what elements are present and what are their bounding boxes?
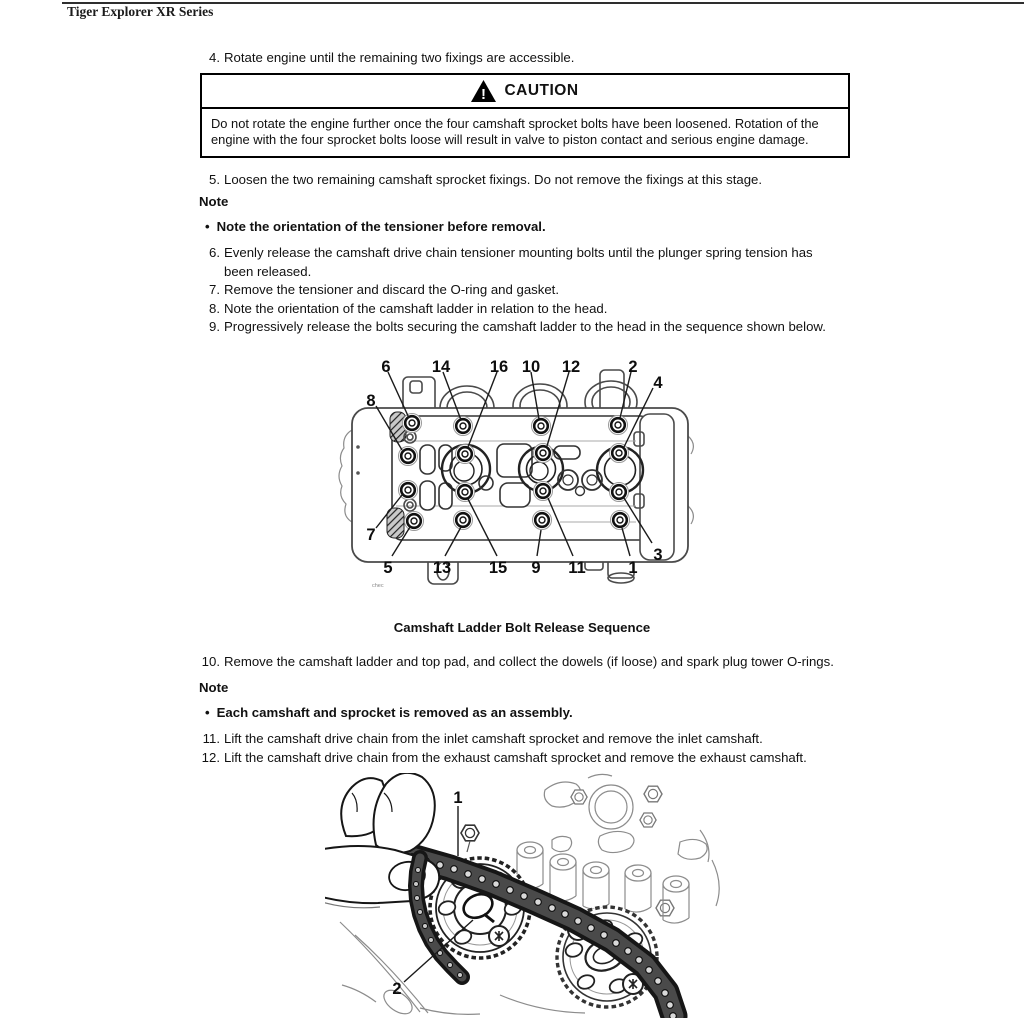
figure1-callout-1: 1 <box>628 559 638 577</box>
step-number: 6. <box>209 245 220 260</box>
bullet-marker: • <box>205 219 210 234</box>
step-10 <box>196 653 848 672</box>
camshaft-ladder-drawing <box>335 348 715 596</box>
page-title: Tiger Explorer XR Series <box>67 4 214 19</box>
note-heading: Note <box>199 680 229 695</box>
step-text: Progressively release the bolts securing the camshaft ladder to the head in the sequence shown below. <box>224 319 826 335</box>
note-bullet-item <box>205 705 573 720</box>
figure1-callout-13: 13 <box>432 559 452 577</box>
figure-cam-chain-removal <box>325 773 735 1018</box>
step-text: Rotate engine until the remaining two fixings are accessible. <box>224 50 575 65</box>
figure1-callout-6: 6 <box>381 358 391 376</box>
figure1-callout-8: 8 <box>366 392 376 410</box>
caution-box <box>200 73 850 158</box>
steps-11-12 <box>196 730 848 767</box>
bullet-marker: • <box>205 705 210 720</box>
right-end-cap <box>640 414 674 560</box>
step-text: Lift the camshaft drive chain from the exhaust camshaft sprocket and remove the exhaust camshaft. <box>224 749 807 765</box>
steps-6-9 <box>196 244 848 337</box>
step-number: 8. <box>209 300 220 316</box>
figure1-callout-10: 10 <box>521 358 541 376</box>
step-text: Remove the camshaft ladder and top pad, and collect the dowels (if loose) and spark plug tower O-rings. <box>224 654 834 669</box>
figure1-callout-15: 15 <box>488 559 508 577</box>
figure1-callout-14: 14 <box>431 358 451 376</box>
drawing-code: chec <box>372 583 384 589</box>
figure1-callout-5: 5 <box>383 559 393 577</box>
figure1-callout-2: 2 <box>628 358 638 376</box>
step-number: 9. <box>209 319 220 335</box>
cam-chain-drawing <box>325 773 735 1018</box>
step-8 <box>196 300 848 319</box>
casing-left-edge <box>339 430 352 522</box>
figure2-callout-2: 2 <box>392 980 402 998</box>
step-number: 4. <box>209 50 220 65</box>
note-heading: Note <box>199 194 229 209</box>
figure1-callout-4: 4 <box>653 374 663 392</box>
figure1-callout-9: 9 <box>531 559 541 577</box>
figure1-callout-11: 11 <box>568 559 586 577</box>
step-text: Remove the tensioner and discard the O-ring and gasket. <box>224 282 560 298</box>
step-number: 5. <box>209 172 220 187</box>
figure1-callout-16: 16 <box>489 358 509 376</box>
figure1-callout-7: 7 <box>366 526 376 544</box>
caution-text: Do not rotate the engine further once the four camshaft sprocket bolts have been loosened. Rotation of the engine with the four sprocket bolts loose will result in valve to piston contact and serious engine damage. <box>211 116 819 147</box>
step-12 <box>196 749 848 768</box>
warning-triangle-icon <box>471 80 496 102</box>
step-6 <box>196 244 848 281</box>
figure1-caption: Camshaft Ladder Bolt Release Sequence <box>393 620 651 635</box>
step-5 <box>196 171 848 190</box>
warning-exclamation: ! <box>481 86 487 102</box>
cam-chain-strip-bottom <box>387 508 404 538</box>
step-number: 12. <box>201 749 220 765</box>
step-text: Note the orientation of the camshaft ladder in relation to the head. <box>224 300 608 316</box>
step-11 <box>196 730 848 749</box>
step-9 <box>196 318 848 337</box>
figure2-callout-1: 1 <box>453 789 463 807</box>
caution-label: CAUTION <box>504 82 579 99</box>
note-bullet-text: Each camshaft and sprocket is removed as an assembly. <box>216 705 573 720</box>
figure-camshaft-ladder <box>335 348 715 596</box>
figure1-callout-3: 3 <box>653 546 663 564</box>
step-number: 11. <box>202 731 220 746</box>
step-4 <box>196 49 848 68</box>
caution-header <box>202 75 848 109</box>
note-bullet-item <box>205 219 546 234</box>
step-text: Loosen the two remaining camshaft sprocket fixings. Do not remove the fixings at this stage. <box>224 172 763 187</box>
step-text: Evenly release the camshaft drive chain tensioner mounting bolts until the plunger spring tension has been released. <box>224 245 813 279</box>
step-text: Lift the camshaft drive chain from the inlet camshaft sprocket and remove the inlet camshaft. <box>224 731 763 746</box>
step-number: 7. <box>209 282 220 298</box>
figure1-callout-12: 12 <box>561 358 581 376</box>
step-number: 10. <box>201 654 220 669</box>
step-7 <box>196 281 848 300</box>
note-bullet-text: Note the orientation of the tensioner before removal. <box>216 219 546 234</box>
